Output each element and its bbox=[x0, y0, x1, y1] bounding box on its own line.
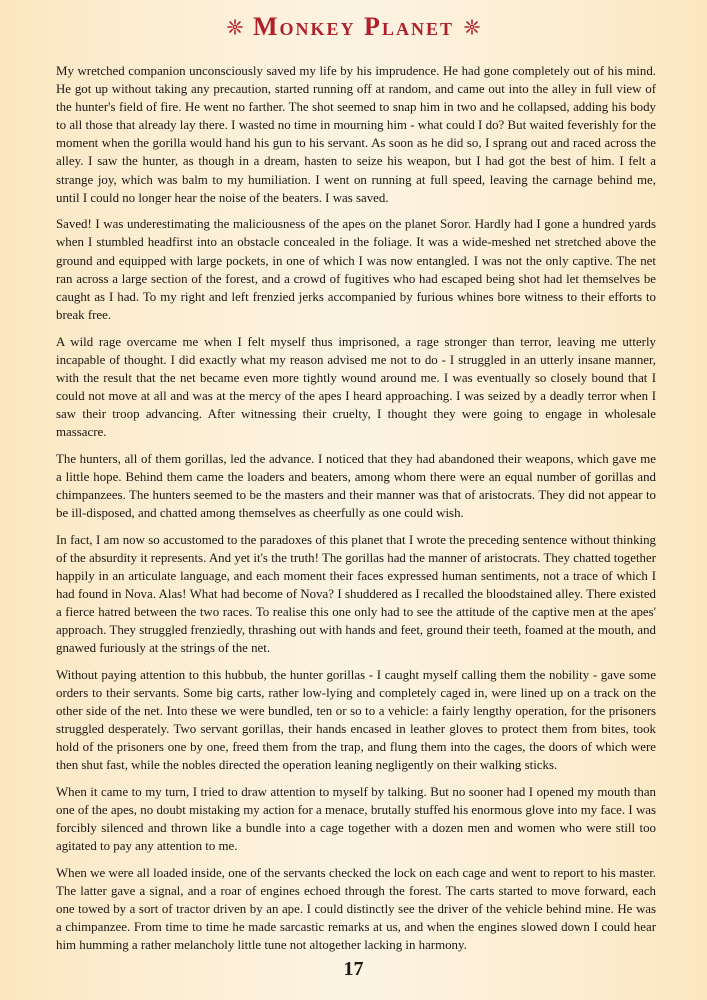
page-title: Monkey Planet bbox=[253, 12, 454, 41]
paragraph: Saved! I was underestimating the maliciousness of the apes on the planet Soror. Hardly had I gone a hundred yards when I stumbled headfirst into an obstacle concealed in the foliage. It was a wide-meshed net stretched above the ground and equipped with large pockets, in one of which I was now entangled. I was not the only captive. The net ran across a large section of the forest, and a crowd of fugitives who had escaped being shot had let themselves be caught as I had. To my right and left frenzied jerks accompanied by furious whines bore witness to their efforts to break free. bbox=[56, 217, 656, 322]
page-header bbox=[0, 12, 707, 42]
paragraph: In fact, I am now so accustomed to the paradoxes of this planet that I wrote the preceding sentence without thinking of the absurdity it represents. And yet it's the truth! The gorillas had the manner of aristocrats. They chatted together happily in an articulate language, and each moment their faces expressed human sentiments, not a trace of which I had found in Nova. Alas! What had become of Nova? I shuddered as I recalled the bloodstained alley. There existed a fierce hatred between the two races. To realise this one only had to see the attitude of the captive men at the apes' approach. They struggled frenziedly, thrashing out with hands and feet, ground their teeth, foamed at the mouth, and gnawed furiously at the strings of the net. bbox=[56, 532, 656, 656]
flower-ornament-icon bbox=[227, 19, 243, 35]
flower-ornament-icon bbox=[464, 19, 480, 35]
paragraph: The hunters, all of them gorillas, led the advance. I noticed that they had abandoned their weapons, which gave me a little hope. Behind them came the loaders and beaters, among whom there were an equal number of gorillas and chimpanzees. The hunters seemed to be the masters and their manner was that of aristocrats. They did not appear to be ill-disposed, and chatted among themselves as cheerfully as one could wish. bbox=[56, 451, 656, 520]
paragraph: When it came to my turn, I tried to draw attention to myself by talking. But no sooner had I opened my mouth than one of the apes, no doubt mistaking my action for a menace, brutally stuffed his enormous glove into my face. I was forcibly silenced and thrown like a bundle into a cage together with a dozen men and women who were still too agitated to pay any attention to me. bbox=[56, 785, 656, 854]
page-number: 17 bbox=[343, 958, 364, 980]
paragraph: When we were all loaded inside, one of the servants checked the lock on each cage and went to report to his master. The latter gave a signal, and a roar of engines echoed through the forest. The carts started to move forward, each one towed by a sort of tractor driven by an ape. I could distinctly see the driver of the vehicle behind mine. He was a chimpanzee. From time to time he made sarcastic remarks at us, and when the engines slowed down I could hear him humming a rather melancholy little tune not altogether lacking in harmony. bbox=[56, 866, 656, 953]
paragraph: My wretched companion unconsciously saved my life by his imprudence. He had gone completely out of his mind. He got up without taking any precaution, started running off at random, and came out into the alley in full view of the hunter's field of fire. He went no farther. The shot seemed to snap him in two and he collapsed, adding his body to all those that already lay there. I wasted no time in mourning him - what could I do? But waited feverishly for the moment when the gorilla would hand his gun to his servant. As soon as he did so, I sprang out and raced across the alley. I saw the hunter, as though in a dream, hasten to seize his weapon, but I had got the best of him. I felt a strange joy, which was balm to my humiliation. I went on running at full speed, leaving the carnage behind me, until I could no longer hear the noise of the beaters. I was saved. bbox=[56, 64, 656, 205]
paragraph: A wild rage overcame me when I felt myself thus imprisoned, a rage stronger than terror, leaving me utterly incapable of thought. I did exactly what my reason advised me not to do - I struggled in an utterly insane manner, with the result that the net became even more tightly wound around me. I was eventually so closely bound that I could not move at all and was at the mercy of the apes I heard approaching. I was seized by a deadly terror when I saw their troop advancing. After witnessing their cruelty, I thought they were going to engage in wholesale massacre. bbox=[56, 334, 656, 439]
paragraph: Without paying attention to this hubbub, the hunter gorillas - I caught myself calling them the nobility - gave some orders to their servants. Some big carts, rather low-lying and completely caged in, were lined up on a track on the other side of the net. Into these we were bundled, ten or so to a vehicle: a fairly lengthy operation, for the prisoners struggled desperately. Two servant gorillas, their hands encased in leather gloves to protect them from bites, took hold of the prisoners one by one, freed them from the trap, and flung them into the cages, the doors of which were then shut fast, while the nobles directed the operation leaning negligently on their walking sticks. bbox=[56, 667, 656, 773]
body-text bbox=[56, 62, 656, 963]
